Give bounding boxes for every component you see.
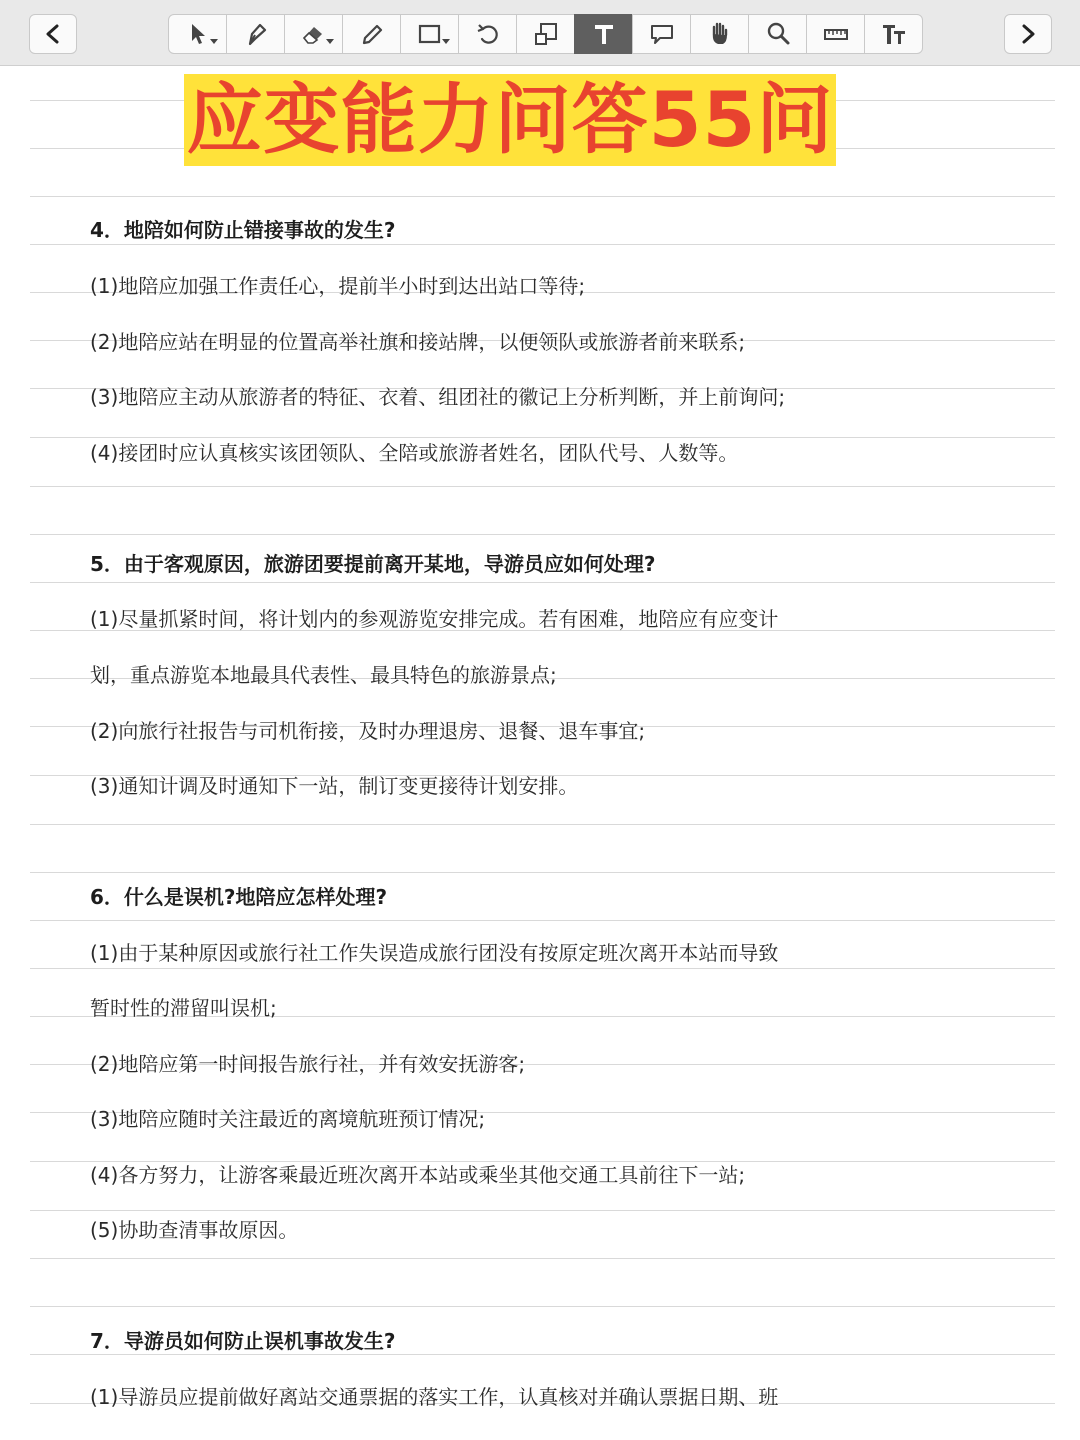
ruler-icon (822, 20, 850, 48)
rotate-icon (474, 20, 502, 48)
ruled-line (30, 244, 1055, 245)
text-tool[interactable] (574, 14, 633, 54)
pen-nib-icon (242, 20, 270, 48)
answer-line: (1)导游员应提前做好离站交通票据的落实工作，认真核对并确认票据日期、班 (90, 1385, 779, 1409)
hand-icon (706, 20, 734, 48)
answer-line: (4)各方努力，让游客乘最近班次离开本站或乘坐其他交通工具前往下一站; (90, 1163, 746, 1187)
ruled-line (30, 196, 1055, 197)
resize-tool[interactable] (516, 14, 575, 54)
answer-line: (2)向旅行社报告与司机衔接，及时办理退房、退餐、退车事宜; (90, 719, 646, 743)
ruled-line (30, 534, 1055, 535)
magnifier-icon (764, 20, 792, 48)
answer-line: (3)通知计调及时通知下一站，制订变更接待计划安排。 (90, 774, 579, 798)
question-heading: 4．地陪如何防止错接事故的发生? (90, 218, 396, 242)
answer-line: 暂时性的滞留叫误机; (90, 996, 277, 1020)
chevron-down-icon (326, 39, 334, 44)
font-size-tool[interactable] (864, 14, 923, 54)
ruled-line (30, 1306, 1055, 1307)
ruled-line (30, 872, 1055, 873)
pen-tool[interactable] (226, 14, 285, 54)
question-heading: 6．什么是误机?地陪应怎样处理? (90, 885, 388, 909)
chevron-down-icon (210, 39, 218, 44)
font-size-icon (880, 20, 908, 48)
answer-line: (2)地陪应站在明显的位置高举社旗和接站牌，以便领队或旅游者前来联系; (90, 330, 746, 354)
answer-line: (1)由于某种原因或旅行社工作失误造成旅行团没有按原定班次离开本站而导致 (90, 941, 779, 965)
answer-line: (3)地陪应随时关注最近的离境航班预订情况; (90, 1107, 486, 1131)
chevron-right-icon (1017, 23, 1039, 45)
tool-group (168, 14, 923, 54)
hand-tool[interactable] (690, 14, 749, 54)
shape-tool[interactable] (400, 14, 459, 54)
question-heading: 7．导游员如何防止误机事故发生? (90, 1329, 396, 1353)
ruled-line (30, 486, 1055, 487)
answer-line: (2)地陪应第一时间报告旅行社，并有效安抚游客; (90, 1052, 526, 1076)
question-heading: 5．由于客观原因，旅游团要提前离开某地，导游员应如何处理? (90, 552, 656, 576)
rectangle-icon (416, 20, 444, 48)
ruled-line (30, 1210, 1055, 1211)
answer-line: (3)地陪应主动从旅游者的特征、衣着、组团社的徽记上分析判断，并上前询问; (90, 385, 786, 409)
answer-line: (5)协助查清事故原因。 (90, 1218, 299, 1242)
answer-line: (4)接团时应认真核实该团领队、全陪或旅游者姓名，团队代号、人数等。 (90, 441, 739, 465)
forward-button[interactable] (1004, 14, 1052, 54)
resize-icon (532, 20, 560, 48)
pencil-tool[interactable] (342, 14, 401, 54)
eraser-icon (300, 20, 328, 48)
answer-line: 划，重点游览本地最具代表性、最具特色的旅游景点; (90, 663, 557, 687)
page-title: 应变能力问答55问 (186, 75, 834, 164)
speech-bubble-icon (648, 20, 676, 48)
pencil-icon (358, 20, 386, 48)
answer-line: (1)尽量抓紧时间，将计划内的参观游览安排完成。若有困难，地陪应有应变计 (90, 607, 779, 631)
comment-tool[interactable] (632, 14, 691, 54)
chevron-left-icon (42, 23, 64, 45)
ruled-line (30, 824, 1055, 825)
chevron-down-icon (442, 39, 450, 44)
select-tool[interactable] (168, 14, 227, 54)
arrow-cursor-icon (184, 20, 212, 48)
ruled-line (30, 1258, 1055, 1259)
annotation-toolbar (0, 0, 1080, 66)
zoom-tool[interactable] (748, 14, 807, 54)
text-t-icon (590, 20, 618, 48)
ruled-line (30, 582, 1055, 583)
eraser-tool[interactable] (284, 14, 343, 54)
answer-line: (1)地陪应加强工作责任心，提前半小时到达出站口等待; (90, 274, 586, 298)
title-banner (184, 74, 836, 166)
undo-tool[interactable] (458, 14, 517, 54)
ruled-line (30, 968, 1055, 969)
ruler-tool[interactable] (806, 14, 865, 54)
ruled-line (30, 920, 1055, 921)
ruled-line (30, 1354, 1055, 1355)
back-button[interactable] (29, 14, 77, 54)
